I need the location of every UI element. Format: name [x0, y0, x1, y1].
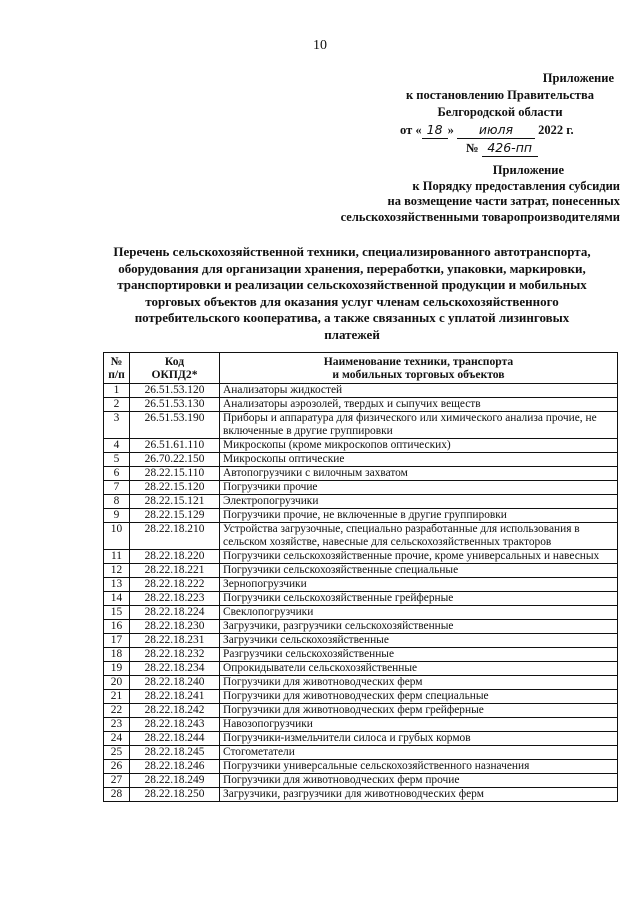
date-month: июля [457, 121, 535, 139]
decree-date [380, 121, 620, 139]
title-line3: транспортировки и реализации сельскохозяйственной продукции и мобильных [117, 277, 587, 292]
table-row [104, 564, 618, 578]
row-name: Загрузчики сельскохозяйственные [220, 634, 618, 648]
header-name: Наименование техники, транспорта и мобильных торговых объектов [220, 353, 618, 384]
table-row [104, 704, 618, 718]
table-row [104, 578, 618, 592]
row-number: 4 [104, 439, 130, 453]
title-line2: оборудования для организации хранения, переработки, упаковки, маркировки, [118, 260, 586, 276]
table-row [104, 676, 618, 690]
table-row [104, 398, 618, 412]
appendix-procedure-line1: Приложение [492, 163, 564, 177]
table-row [104, 662, 618, 676]
table-row [104, 509, 618, 523]
row-name: Погрузчики сельскохозяйственные грейферные [220, 592, 618, 606]
appendix-procedure-line2: к Порядку предоставления субсидии [412, 178, 620, 193]
row-code: 28.22.18.240 [130, 676, 220, 690]
row-number: 5 [104, 453, 130, 467]
document-title [82, 244, 622, 343]
row-name: Микроскопы (кроме микроскопов оптических) [220, 439, 618, 453]
row-code: 28.22.18.249 [130, 774, 220, 788]
row-number: 18 [104, 648, 130, 662]
row-code: 28.22.18.232 [130, 648, 220, 662]
number-prefix: № [466, 141, 479, 155]
row-code: 28.22.15.110 [130, 467, 220, 481]
row-code: 28.22.18.221 [130, 564, 220, 578]
appendix-decree-line3: Белгородской области [437, 105, 563, 119]
row-name: Приборы и аппаратура для физического или химического анализа прочие, не включенные в другие группировки [220, 412, 618, 439]
table-row [104, 732, 618, 746]
date-separator: » [447, 123, 454, 137]
table-row [104, 620, 618, 634]
row-code: 28.22.18.250 [130, 788, 220, 802]
row-code: 28.22.18.244 [130, 732, 220, 746]
row-name: Анализаторы жидкостей [220, 384, 618, 398]
row-name: Стогометатели [220, 746, 618, 760]
row-number: 2 [104, 398, 130, 412]
row-name: Устройства загрузочные, специально разработанные для использования в сельском хозяйстве, навесные для сельскохозяйственных тракторов [220, 523, 618, 550]
row-name: Зернопогрузчики [220, 578, 618, 592]
appendix-decree-line2: к постановлению Правительства [405, 88, 595, 102]
row-code: 26.51.53.120 [130, 384, 220, 398]
row-code: 28.22.18.231 [130, 634, 220, 648]
row-code: 26.70.22.150 [130, 453, 220, 467]
row-number: 20 [104, 676, 130, 690]
appendix-procedure-line4: сельскохозяйственными товаропроизводителями [340, 209, 620, 224]
row-number: 6 [104, 467, 130, 481]
title-line5: потребительского кооператива, а также связанных с уплатой лизинговых [134, 310, 570, 325]
row-name: Загрузчики, разгрузчики сельскохозяйственные [220, 620, 618, 634]
table-row [104, 495, 618, 509]
row-code: 28.22.18.220 [130, 550, 220, 564]
row-number: 9 [104, 509, 130, 523]
row-number: 12 [104, 564, 130, 578]
row-number: 8 [104, 495, 130, 509]
row-number: 21 [104, 690, 130, 704]
table-row [104, 481, 618, 495]
row-code: 28.22.18.245 [130, 746, 220, 760]
row-number: 16 [104, 620, 130, 634]
decree-number [380, 139, 620, 157]
row-number: 17 [104, 634, 130, 648]
row-name: Микроскопы оптические [220, 453, 618, 467]
table-row [104, 746, 618, 760]
row-number: 14 [104, 592, 130, 606]
table-row [104, 606, 618, 620]
row-name: Погрузчики прочие, не включенные в другие группировки [220, 509, 618, 523]
table-row [104, 453, 618, 467]
table-row [104, 788, 618, 802]
row-code: 28.22.18.243 [130, 718, 220, 732]
row-code: 28.22.18.242 [130, 704, 220, 718]
row-code: 28.22.15.120 [130, 481, 220, 495]
row-number: 25 [104, 746, 130, 760]
row-code: 28.22.18.223 [130, 592, 220, 606]
title-line4: торговых объектов для оказания услуг членам сельскохозяйственного [145, 293, 559, 309]
table-header-row [104, 353, 618, 384]
header-code: Код ОКПД2* [130, 353, 220, 384]
row-code: 28.22.18.224 [130, 606, 220, 620]
row-number: 15 [104, 606, 130, 620]
row-number: 11 [104, 550, 130, 564]
row-code: 28.22.18.241 [130, 690, 220, 704]
row-name: Погрузчики прочие [220, 481, 618, 495]
table-row [104, 592, 618, 606]
row-code: 28.22.18.246 [130, 760, 220, 774]
table-row [104, 648, 618, 662]
row-code: 28.22.18.222 [130, 578, 220, 592]
row-name: Погрузчики для животноводческих ферм грейферные [220, 704, 618, 718]
equipment-table [103, 352, 618, 802]
row-name: Опрокидыватели сельскохозяйственные [220, 662, 618, 676]
table-row [104, 774, 618, 788]
table-row [104, 550, 618, 564]
date-year: 2022 г. [538, 123, 574, 137]
table-row [104, 439, 618, 453]
table-row [104, 523, 618, 550]
table-body [104, 384, 618, 802]
row-name: Погрузчики сельскохозяйственные специальные [220, 564, 618, 578]
row-name: Погрузчики-измельчители силоса и грубых кормов [220, 732, 618, 746]
table-row [104, 384, 618, 398]
row-name: Погрузчики универсальные сельскохозяйственного назначения [220, 760, 618, 774]
date-day: 18 [422, 121, 448, 139]
page-number: 10 [313, 38, 327, 53]
row-name: Анализаторы аэрозолей, твердых и сыпучих веществ [220, 398, 618, 412]
row-number: 24 [104, 732, 130, 746]
row-code: 28.22.18.234 [130, 662, 220, 676]
row-code: 28.22.18.230 [130, 620, 220, 634]
row-number: 19 [104, 662, 130, 676]
row-name: Погрузчики для животноводческих ферм специальные [220, 690, 618, 704]
row-name: Разгрузчики сельскохозяйственные [220, 648, 618, 662]
row-code: 26.51.61.110 [130, 439, 220, 453]
row-name: Электропогрузчики [220, 495, 618, 509]
row-code: 26.51.53.130 [130, 398, 220, 412]
row-code: 28.22.15.121 [130, 495, 220, 509]
title-line1: Перечень сельскохозяйственной техники, специализированного автотранспорта, [113, 244, 591, 259]
table-row [104, 467, 618, 481]
row-name: Свеклопогрузчики [220, 606, 618, 620]
row-number: 28 [104, 788, 130, 802]
row-number: 7 [104, 481, 130, 495]
row-number: 26 [104, 760, 130, 774]
table-row [104, 718, 618, 732]
row-code: 28.22.15.129 [130, 509, 220, 523]
appendix-decree [380, 70, 620, 157]
table-row [104, 412, 618, 439]
appendix-procedure-line3: на возмещение части затрат, понесенных [387, 194, 620, 208]
title-line6: платежей [324, 326, 380, 342]
row-name: Загрузчики, разгрузчики для животноводческих ферм [220, 788, 618, 802]
row-code: 26.51.53.190 [130, 412, 220, 439]
table-row [104, 690, 618, 704]
row-number: 13 [104, 578, 130, 592]
header-num: № п/п [104, 353, 130, 384]
row-number: 3 [104, 412, 130, 439]
table-row [104, 760, 618, 774]
appendix-procedure [300, 163, 620, 225]
row-number: 22 [104, 704, 130, 718]
appendix-decree-line1: Приложение [542, 71, 614, 85]
row-name: Автопогрузчики с вилочным захватом [220, 467, 618, 481]
row-number: 1 [104, 384, 130, 398]
row-name: Погрузчики для животноводческих ферм [220, 676, 618, 690]
row-name: Погрузчики для животноводческих ферм прочие [220, 774, 618, 788]
row-number: 23 [104, 718, 130, 732]
date-prefix: от « [400, 123, 422, 137]
row-number: 27 [104, 774, 130, 788]
row-name: Навозопогрузчики [220, 718, 618, 732]
row-code: 28.22.18.210 [130, 523, 220, 550]
row-number: 10 [104, 523, 130, 550]
table-row [104, 634, 618, 648]
row-name: Погрузчики сельскохозяйственные прочие, кроме универсальных и навесных [220, 550, 618, 564]
decree-number-value: 426-пп [482, 139, 538, 157]
